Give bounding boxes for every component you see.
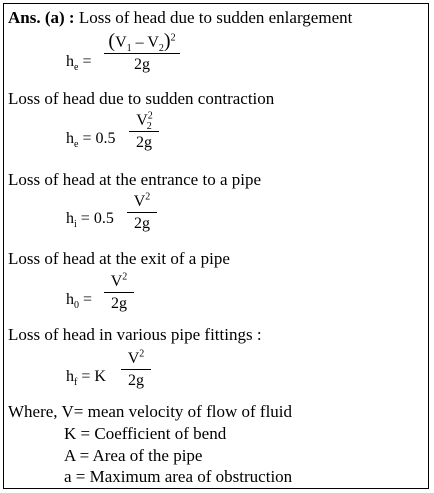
contraction-lhs-sub: e bbox=[74, 139, 79, 151]
contraction-coefficient: 0.5 bbox=[95, 130, 116, 147]
contraction-numerator bbox=[129, 110, 159, 133]
entrance-v: V bbox=[133, 193, 146, 210]
fittings-fraction bbox=[121, 350, 151, 390]
enlargement-minus: – bbox=[135, 34, 144, 51]
contraction-fraction-bar bbox=[129, 131, 159, 132]
enlargement-denominator: 2g bbox=[134, 56, 150, 73]
enlargement-v2: V bbox=[147, 34, 159, 51]
exit-power: 2 bbox=[122, 271, 128, 283]
enlargement-heading bbox=[8, 8, 352, 28]
enlargement-v1-sub: 1 bbox=[126, 43, 132, 55]
entrance-coefficient: 0.5 bbox=[93, 210, 114, 227]
exit-lhs-symbol: h bbox=[66, 291, 74, 308]
contraction-lhs: $h_e = 0.5$ bbox=[66, 130, 116, 151]
contraction-v: V bbox=[136, 112, 148, 129]
entrance-fraction bbox=[127, 193, 157, 233]
enlargement-v2-sub: 2 bbox=[158, 43, 164, 55]
fittings-denominator: 2g bbox=[128, 372, 144, 389]
exit-numerator bbox=[104, 273, 134, 291]
where-line-obstruction: a = Maximum area of obstruction bbox=[64, 467, 293, 486]
contraction-v-sub: 2 bbox=[146, 121, 152, 133]
entrance-lhs-sub: i bbox=[74, 219, 77, 231]
where-line-velocity: Where, V= mean velocity of flow of fluid bbox=[8, 402, 293, 421]
where-line-area: A = Area of the pipe bbox=[64, 446, 203, 465]
entrance-numerator bbox=[127, 193, 157, 211]
entrance-denominator: 2g bbox=[134, 215, 150, 232]
exit-fraction-bar bbox=[104, 292, 134, 293]
fittings-lhs-sub: f bbox=[74, 377, 78, 389]
entrance-lhs-symbol: h bbox=[66, 210, 74, 227]
entrance-power: 2 bbox=[145, 191, 151, 203]
answer-label: Ans. (a) : bbox=[8, 8, 75, 27]
fittings-lhs: $h_f = K$ bbox=[66, 368, 106, 389]
enlargement-lhs: $h_e$ = bbox=[66, 53, 92, 74]
entrance-lhs: $h_i = 0.5$ bbox=[66, 210, 114, 231]
contraction-heading: Loss of head due to sudden contraction bbox=[8, 89, 275, 108]
fittings-v: V bbox=[127, 350, 140, 367]
contraction-lhs-symbol: h bbox=[66, 130, 74, 147]
contraction-fraction bbox=[129, 112, 159, 152]
exit-denominator: 2g bbox=[111, 295, 127, 312]
exit-lhs-sub: 0 bbox=[74, 300, 79, 312]
enlargement-fraction-bar bbox=[104, 53, 180, 54]
exit-lhs: $h_0$ = bbox=[66, 291, 93, 312]
fittings-lhs-symbol: h bbox=[66, 368, 74, 385]
exit-fraction bbox=[104, 273, 134, 313]
fittings-numerator bbox=[121, 350, 151, 368]
exit-heading: Loss of head at the exit of a pipe bbox=[8, 249, 230, 268]
enlargement-power: 2 bbox=[170, 32, 176, 44]
enlargement-text: Loss of head due to sudden enlargement bbox=[78, 8, 353, 27]
contraction-denominator: 2g bbox=[136, 134, 152, 151]
contraction-power: 2 bbox=[147, 110, 153, 122]
exit-v: V bbox=[110, 273, 123, 290]
entrance-heading: Loss of head at the entrance to a pipe bbox=[8, 170, 262, 189]
enlargement-fraction bbox=[104, 32, 180, 74]
fittings-fraction-bar bbox=[121, 369, 151, 370]
enlargement-v1: V bbox=[115, 34, 127, 51]
entrance-fraction-bar bbox=[127, 212, 157, 213]
where-line-coefficient: K = Coefficient of bend bbox=[64, 424, 227, 443]
fittings-heading: Loss of head in various pipe fittings : bbox=[8, 325, 262, 344]
enlargement-lhs-symbol: h bbox=[66, 53, 74, 70]
enlargement-lhs-sub: e bbox=[74, 62, 79, 74]
fittings-coefficient: K bbox=[94, 368, 106, 385]
enlargement-numerator: $(V_1 - V_2)^2$ bbox=[108, 30, 176, 55]
fittings-power: 2 bbox=[139, 348, 145, 360]
